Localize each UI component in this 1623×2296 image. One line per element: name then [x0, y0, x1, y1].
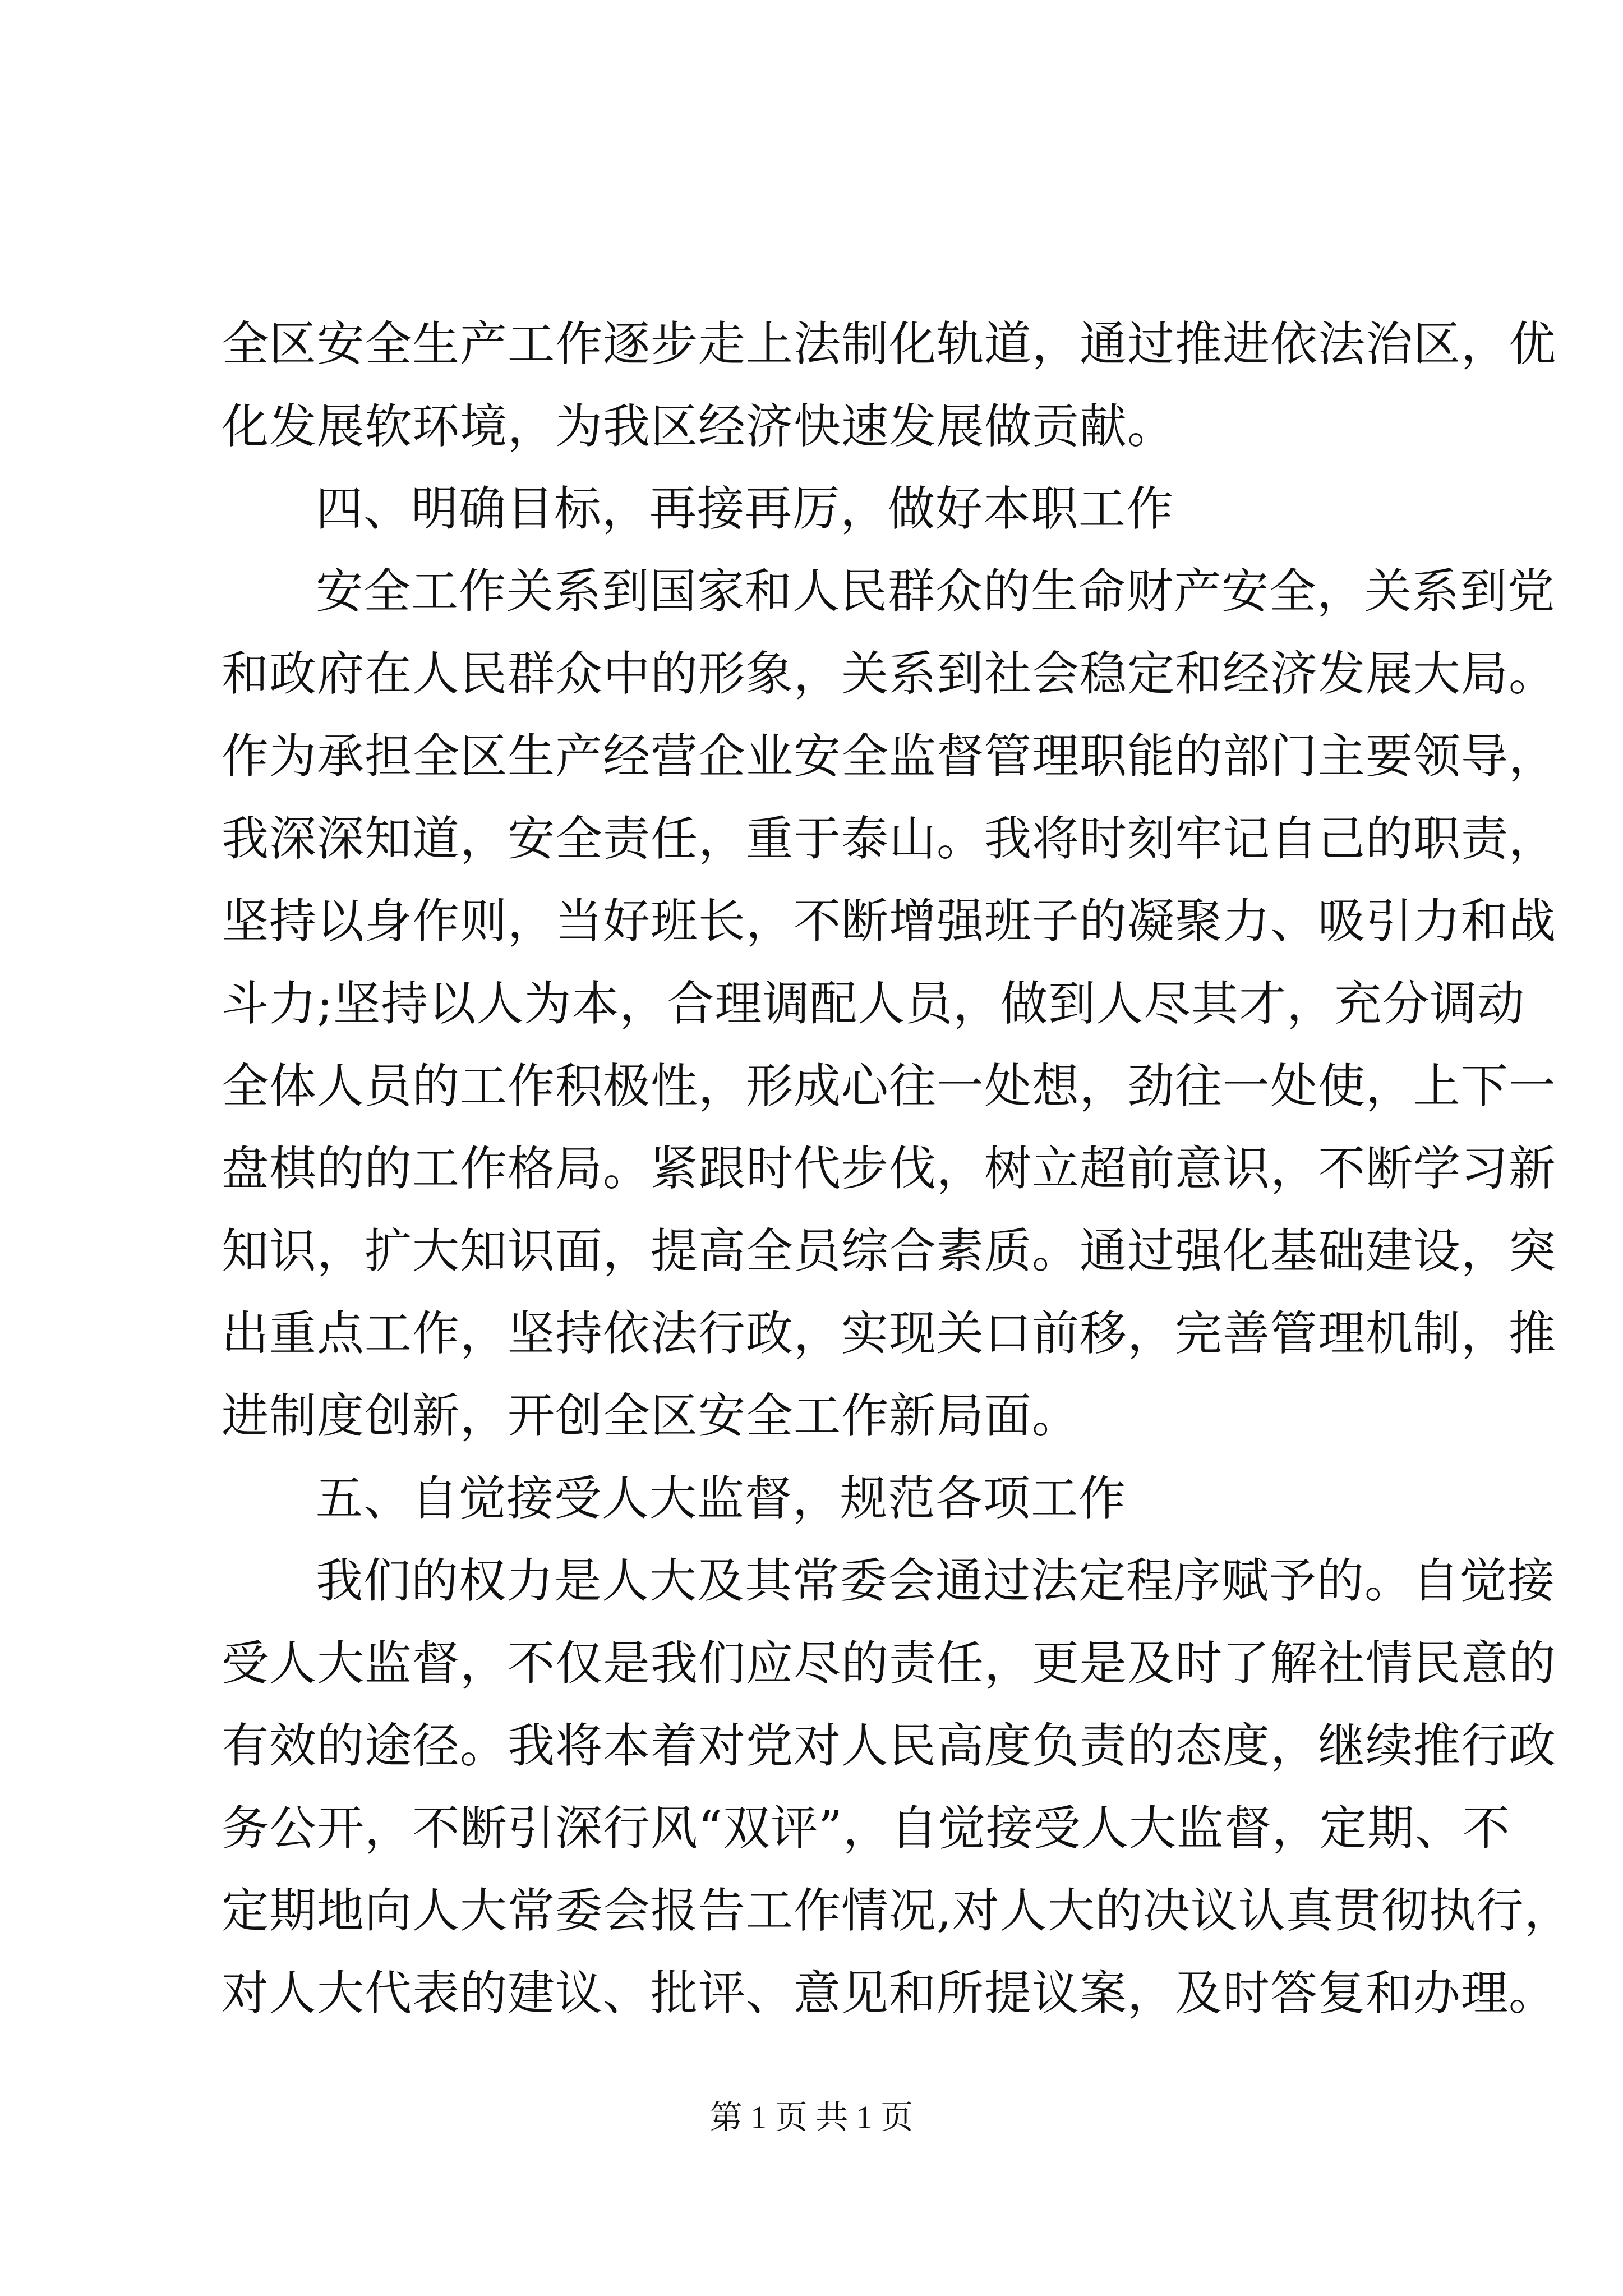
document-body — [222, 303, 1572, 2035]
text-line-18: 有效的途径。我将本着对党对人民高度负责的态度，继续推行政 — [222, 1718, 1557, 1773]
text-line-2: 化发展软环境，为我区经济快速发展做贡献。 — [222, 399, 1175, 454]
text-line-9: 斗力;坚持以人为本，合理调配人员，做到人尽其才，充分调动 — [222, 976, 1525, 1031]
text-line-12: 知识，扩大知识面，提高全员综合素质。通过强化基础建设，突 — [222, 1223, 1557, 1278]
page-footer: 第 1 页 共 1 页 — [709, 2099, 914, 2136]
section-heading-5: 五、自觉接受人大监督，规范各项工作 — [316, 1471, 1127, 1526]
text-line-13: 出重点工作，坚持依法行政，实现关口前移，完善管理机制，推 — [222, 1306, 1557, 1361]
text-line-14: 进制度创新，开创全区安全工作新局面。 — [222, 1388, 1080, 1443]
section-heading-4: 四、明确目标，再接再厉，做好本职工作 — [316, 481, 1174, 536]
text-line-20: 定期地向人大常委会报告工作情况,对人大的决议认真贯彻执行， — [222, 1883, 1572, 1938]
text-line-4: 安全工作关系到国家和人民群众的生命财产安全，关系到党 — [316, 564, 1556, 619]
text-line-8: 坚持以身作则，当好班长，不断增强班子的凝聚力、吸引力和战 — [222, 894, 1557, 949]
text-line-1: 全区安全生产工作逐步走上法制化轨道，通过推进依法治区，优 — [222, 316, 1557, 371]
text-line-17: 受人大监督，不仅是我们应尽的责任，更是及时了解社情民意的 — [222, 1636, 1557, 1691]
text-line-11: 盘棋的的工作格局。紧跟时代步伐，树立超前意识，不断学习新 — [222, 1141, 1557, 1196]
text-line-10: 全体人员的工作积极性，形成心往一处想，劲往一处使，上下一 — [222, 1059, 1557, 1114]
text-line-7: 我深深知道，安全责任，重于泰山。我将时刻牢记自己的职责， — [222, 811, 1557, 866]
text-line-16: 我们的权力是人大及其常委会通过法定程序赋予的。自觉接 — [316, 1553, 1556, 1608]
text-line-5: 和政府在人民群众中的形象，关系到社会稳定和经济发展大局。 — [222, 646, 1557, 701]
text-line-19: 务公开，不断引深行风“双评”，自觉接受人大监督，定期、不 — [222, 1801, 1510, 1856]
text-line-21: 对人大代表的建议、批评、意见和所提议案，及时答复和办理。 — [222, 1966, 1557, 2021]
text-line-6: 作为承担全区生产经营企业安全监督管理职能的部门主要领导， — [222, 729, 1557, 784]
